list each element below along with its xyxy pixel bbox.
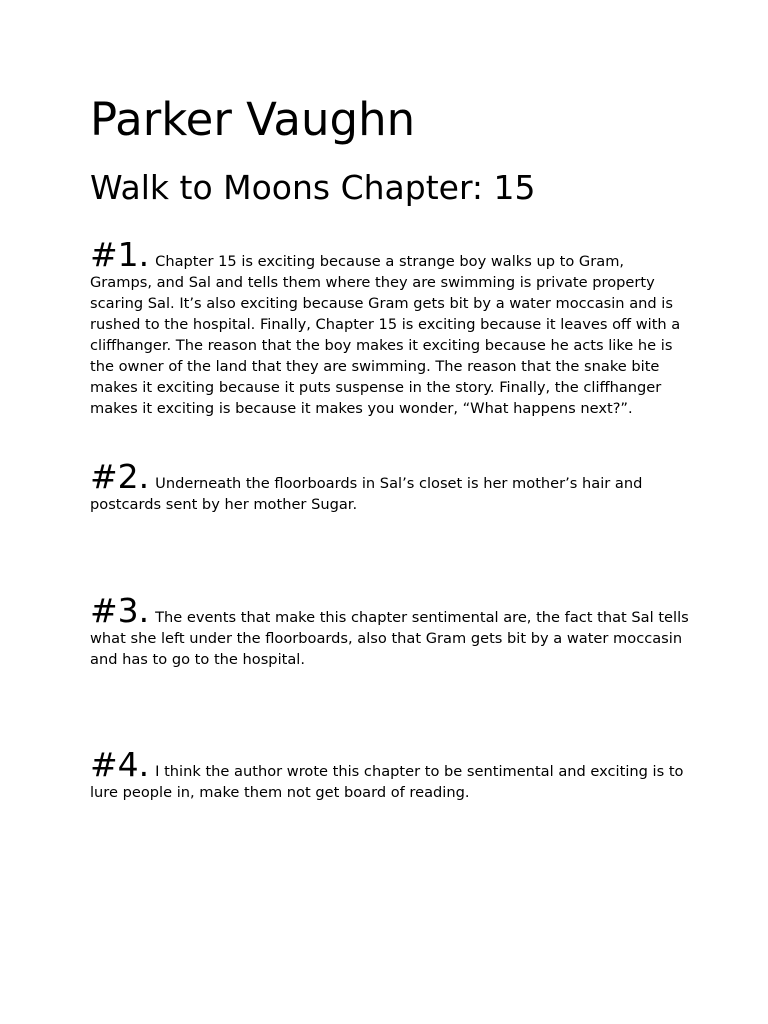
answer-1 [90,235,690,419]
answer-4 [90,745,690,803]
answer-4-number: #4. [90,745,150,784]
answer-2-text: Underneath the floorboards in Sal’s closet is her mother’s hair and postcards sent by her mother Sugar. [90,475,643,513]
answer-3-number: #3. [90,591,150,630]
author-name: Parker Vaughn [90,93,416,146]
answer-1-text: Chapter 15 is exciting because a strange boy walks up to Gram, Gramps, and Sal and tells them where they are swimming is private property scaring Sal. It’s also exciting because Gram gets bit by a water moccasin and is rushed to the hospital. Finally, Chapter 15 is exciting because it leaves off with a cliffhanger. The reason that the boy makes it exciting because he acts like he is the owner of the land that they are swimming. The reason that the snake bite makes it exciting because it puts suspense in the story. Finally, the cliffhanger makes it exciting is because it makes you wonder, “What happens next?”. [90,253,681,417]
answer-3-text: The events that make this chapter sentimental are, the fact that Sal tells what she left under the floorboards, also that Gram gets bit by a water moccasin and has to go to the hospital. [90,609,689,668]
answer-1-number: #1. [90,235,150,274]
answer-2-number: #2. [90,457,150,496]
document-title: Walk to Moons Chapter: 15 [90,168,536,207]
answer-3 [90,591,690,670]
answer-2 [90,457,690,515]
answer-4-text: I think the author wrote this chapter to be sentimental and exciting is to lure people in, make them not get board of reading. [90,763,684,801]
